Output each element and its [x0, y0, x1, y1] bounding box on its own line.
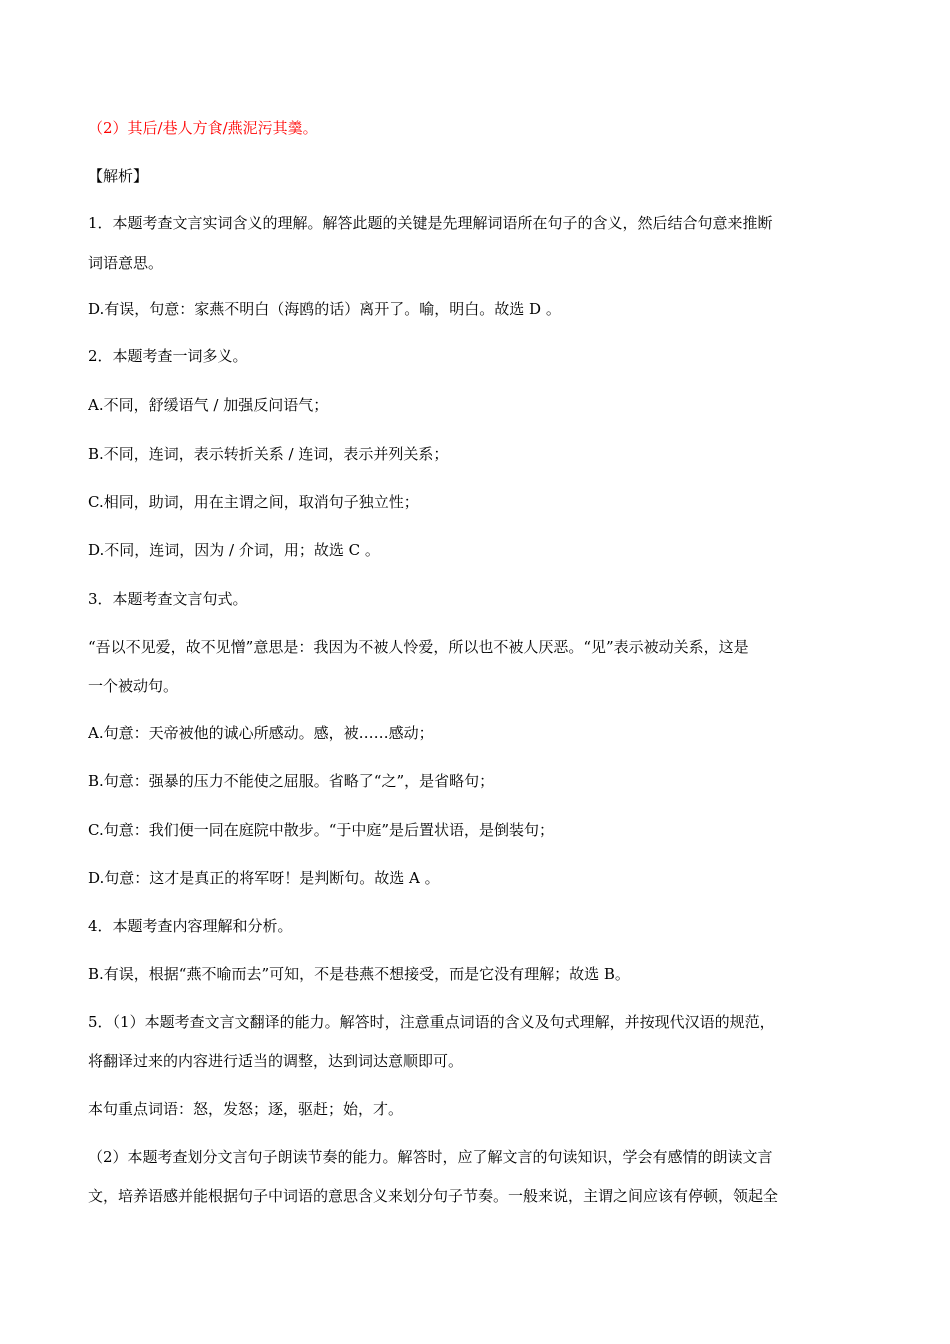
- q1-line-2: 词语意思。: [88, 254, 164, 272]
- q3-option-a: A.句意：天帝被他的诚心所感动。感，被……感动；: [88, 724, 434, 742]
- q5-line-2: 将翻译过来的内容进行适当的调整，达到词达意顺即可。: [88, 1052, 464, 1070]
- q2-option-c: C.相同，助词，用在主谓之间，取消句子独立性；: [88, 493, 419, 511]
- q3-line-2: “吾以不见爱，故不见憎”意思是：我因为不被人怜爱，所以也不被人厌恶。“见”表示被动关系，这是: [88, 638, 749, 656]
- q3-option-b: B.句意：强暴的压力不能使之屈服。省略了“之”，是省略句；: [88, 772, 495, 790]
- q1-line-1: 1．本题考查文言实词含义的理解。解答此题的关键是先理解词语所在句子的含义，然后结合句意来推断: [88, 214, 773, 232]
- q4-line-1: 4．本题考查内容理解和分析。: [88, 917, 293, 935]
- q2-option-b: B.不同，连词，表示转折关系 / 连词，表示并列关系；: [88, 445, 449, 463]
- q4-line-2: B.有误，根据“燕不喻而去”可知，不是巷燕不想接受，而是它没有理解；故选 B。: [88, 965, 630, 983]
- q3-line-1: 3．本题考查文言句式。: [88, 590, 248, 608]
- q5-line-3: 本句重点词语：怒，发怒；逐，驱赶；始，才。: [88, 1100, 404, 1118]
- answer-line: （2）其后/巷人方食/燕泥污其羹。: [88, 119, 318, 137]
- q2-option-a: A.不同，舒缓语气 / 加强反问语气；: [88, 396, 329, 414]
- q3-option-c: C.句意：我们便一同在庭院中散步。“于中庭”是后置状语，是倒装句；: [88, 821, 555, 839]
- q2-option-d: D.不同，连词，因为 / 介词，用；故选 C 。: [88, 541, 380, 559]
- q5-line-4: （2）本题考查划分文言句子朗读节奏的能力。解答时，应了解文言的句读知识，学会有感情的朗读文言: [88, 1148, 773, 1166]
- q3-option-d: D.句意：这才是真正的将军呀！是判断句。故选 A 。: [88, 869, 440, 887]
- q2-line-1: 2．本题考查一词多义。: [88, 347, 248, 365]
- q1-line-3: D.有误，句意：家燕不明白（海鸥的话）离开了。喻，明白。故选 D 。: [88, 300, 561, 318]
- q3-line-3: 一个被动句。: [88, 677, 179, 695]
- analysis-heading: 【解析】: [88, 167, 149, 185]
- q5-line-5: 文，培养语感并能根据句子中词语的意思含义来划分句子节奏。一般来说，主谓之间应该有停顿，领起全: [88, 1187, 779, 1205]
- q5-line-1: 5．（1）本题考查文言文翻译的能力。解答时，注意重点词语的含义及句式理解，并按现代汉语的规范，: [88, 1013, 775, 1031]
